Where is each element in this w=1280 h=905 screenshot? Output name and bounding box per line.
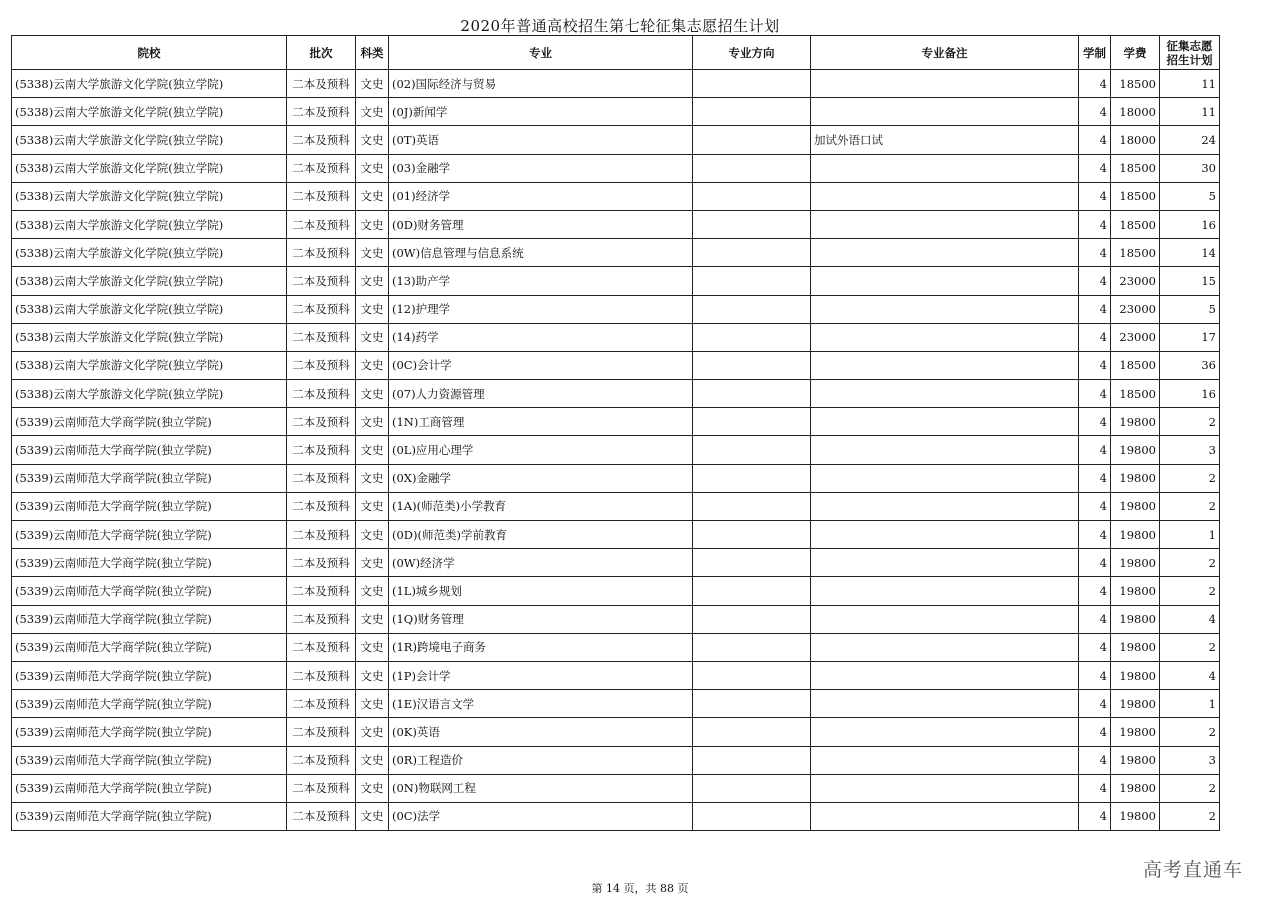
cell-school: (5338)云南大学旅游文化学院(独立学院) [12,70,287,98]
cell-category: 文史 [356,690,389,718]
cell-quota: 3 [1160,436,1220,464]
watermark: 高考直通车 [1143,859,1244,881]
cell-batch: 二本及预科 [287,436,356,464]
cell-major: (0K)英语 [389,718,693,746]
cell-note [811,661,1079,689]
cell-fee: 18500 [1111,154,1160,182]
cell-note [811,323,1079,351]
cell-fee: 23000 [1111,295,1160,323]
cell-category: 文史 [356,210,389,238]
header-category: 科类 [356,36,389,70]
header-direction: 专业方向 [693,36,811,70]
cell-direction [693,802,811,830]
cell-years: 4 [1079,98,1111,126]
cell-batch: 二本及预科 [287,605,356,633]
cell-quota: 5 [1160,182,1220,210]
cell-school: (5339)云南师范大学商学院(独立学院) [12,746,287,774]
table-row [12,746,1220,774]
cell-category: 文史 [356,408,389,436]
cell-years: 4 [1079,70,1111,98]
cell-school: (5338)云南大学旅游文化学院(独立学院) [12,98,287,126]
cell-quota: 2 [1160,718,1220,746]
cell-quota: 14 [1160,239,1220,267]
cell-years: 4 [1079,182,1111,210]
cell-category: 文史 [356,718,389,746]
cell-major: (0T)英语 [389,126,693,154]
cell-batch: 二本及预科 [287,380,356,408]
cell-major: (0W)经济学 [389,549,693,577]
cell-years: 4 [1079,633,1111,661]
cell-school: (5338)云南大学旅游文化学院(独立学院) [12,380,287,408]
cell-direction [693,492,811,520]
table-body [12,70,1220,831]
table-row [12,126,1220,154]
cell-years: 4 [1079,802,1111,830]
cell-fee: 18500 [1111,210,1160,238]
cell-batch: 二本及预科 [287,182,356,210]
cell-category: 文史 [356,98,389,126]
cell-school: (5339)云南师范大学商学院(独立学院) [12,464,287,492]
cell-quota: 5 [1160,295,1220,323]
cell-category: 文史 [356,633,389,661]
cell-direction [693,521,811,549]
cell-fee: 18500 [1111,239,1160,267]
table-row [12,464,1220,492]
cell-years: 4 [1079,154,1111,182]
cell-quota: 2 [1160,464,1220,492]
cell-batch: 二本及预科 [287,521,356,549]
cell-batch: 二本及预科 [287,267,356,295]
cell-category: 文史 [356,267,389,295]
cell-years: 4 [1079,605,1111,633]
cell-major: (1N)工商管理 [389,408,693,436]
cell-batch: 二本及预科 [287,154,356,182]
cell-quota: 11 [1160,70,1220,98]
cell-school: (5339)云南师范大学商学院(独立学院) [12,718,287,746]
cell-school: (5339)云南师范大学商学院(独立学院) [12,774,287,802]
cell-major: (0J)新闻学 [389,98,693,126]
cell-direction [693,408,811,436]
cell-school: (5338)云南大学旅游文化学院(独立学院) [12,295,287,323]
table-row [12,577,1220,605]
cell-direction [693,577,811,605]
cell-note [811,802,1079,830]
table-row [12,70,1220,98]
cell-major: (1P)会计学 [389,661,693,689]
cell-fee: 19800 [1111,802,1160,830]
cell-school: (5339)云南师范大学商学院(独立学院) [12,661,287,689]
cell-major: (0C)会计学 [389,351,693,379]
cell-quota: 2 [1160,802,1220,830]
cell-school: (5339)云南师范大学商学院(独立学院) [12,690,287,718]
cell-school: (5338)云南大学旅游文化学院(独立学院) [12,182,287,210]
page-footer: 第 14 页，共 88 页 [591,882,689,895]
cell-note [811,239,1079,267]
cell-years: 4 [1079,577,1111,605]
cell-years: 4 [1079,210,1111,238]
cell-major: (0D)财务管理 [389,210,693,238]
cell-quota: 1 [1160,521,1220,549]
cell-batch: 二本及预科 [287,239,356,267]
cell-school: (5339)云南师范大学商学院(独立学院) [12,408,287,436]
header-batch: 批次 [287,36,356,70]
cell-direction [693,436,811,464]
cell-direction [693,210,811,238]
table-row [12,351,1220,379]
cell-batch: 二本及预科 [287,690,356,718]
cell-quota: 24 [1160,126,1220,154]
cell-category: 文史 [356,549,389,577]
cell-category: 文史 [356,70,389,98]
cell-years: 4 [1079,436,1111,464]
cell-quota: 4 [1160,661,1220,689]
cell-batch: 二本及预科 [287,295,356,323]
cell-fee: 18000 [1111,126,1160,154]
cell-years: 4 [1079,380,1111,408]
table-row [12,774,1220,802]
cell-note [811,464,1079,492]
cell-category: 文史 [356,492,389,520]
cell-note [811,521,1079,549]
cell-category: 文史 [356,436,389,464]
table-row [12,633,1220,661]
cell-category: 文史 [356,605,389,633]
cell-direction [693,380,811,408]
cell-major: (1A)(师范类)小学教育 [389,492,693,520]
cell-note [811,718,1079,746]
cell-major: (0D)(师范类)学前教育 [389,521,693,549]
table-row [12,605,1220,633]
cell-school: (5338)云南大学旅游文化学院(独立学院) [12,239,287,267]
cell-direction [693,605,811,633]
cell-batch: 二本及预科 [287,661,356,689]
cell-batch: 二本及预科 [287,802,356,830]
cell-direction [693,70,811,98]
cell-years: 4 [1079,661,1111,689]
cell-fee: 18500 [1111,70,1160,98]
table-row [12,380,1220,408]
cell-quota: 1 [1160,690,1220,718]
header-fee: 学费 [1111,36,1160,70]
cell-batch: 二本及预科 [287,126,356,154]
cell-fee: 18000 [1111,98,1160,126]
cell-years: 4 [1079,690,1111,718]
cell-direction [693,351,811,379]
table-row [12,239,1220,267]
cell-school: (5338)云南大学旅游文化学院(独立学院) [12,323,287,351]
cell-quota: 2 [1160,492,1220,520]
cell-note [811,746,1079,774]
cell-fee: 19800 [1111,633,1160,661]
table-row [12,210,1220,238]
cell-school: (5339)云南师范大学商学院(独立学院) [12,802,287,830]
cell-major: (1R)跨境电子商务 [389,633,693,661]
enrollment-plan-table [11,35,1220,831]
cell-fee: 19800 [1111,549,1160,577]
cell-years: 4 [1079,549,1111,577]
cell-school: (5339)云南师范大学商学院(独立学院) [12,549,287,577]
cell-direction [693,267,811,295]
cell-batch: 二本及预科 [287,718,356,746]
cell-note [811,690,1079,718]
cell-note [811,70,1079,98]
header-school: 院校 [12,36,287,70]
header-note: 专业备注 [811,36,1079,70]
cell-fee: 19800 [1111,605,1160,633]
cell-batch: 二本及预科 [287,98,356,126]
cell-note [811,408,1079,436]
cell-note: 加试外语口试 [811,126,1079,154]
cell-fee: 19800 [1111,690,1160,718]
cell-category: 文史 [356,464,389,492]
cell-school: (5338)云南大学旅游文化学院(独立学院) [12,210,287,238]
cell-quota: 2 [1160,633,1220,661]
cell-quota: 2 [1160,577,1220,605]
cell-note [811,154,1079,182]
cell-major: (1E)汉语言文学 [389,690,693,718]
cell-batch: 二本及预科 [287,549,356,577]
cell-note [811,605,1079,633]
cell-school: (5338)云南大学旅游文化学院(独立学院) [12,267,287,295]
cell-major: (0N)物联网工程 [389,774,693,802]
cell-years: 4 [1079,746,1111,774]
cell-batch: 二本及预科 [287,408,356,436]
cell-note [811,436,1079,464]
cell-category: 文史 [356,323,389,351]
cell-quota: 30 [1160,154,1220,182]
table-header-row [12,36,1220,70]
cell-note [811,774,1079,802]
cell-years: 4 [1079,408,1111,436]
cell-major: (0L)应用心理学 [389,436,693,464]
cell-batch: 二本及预科 [287,70,356,98]
cell-batch: 二本及预科 [287,492,356,520]
table-row [12,323,1220,351]
table-row [12,182,1220,210]
cell-years: 4 [1079,464,1111,492]
cell-note [811,351,1079,379]
cell-fee: 18500 [1111,182,1160,210]
table-row [12,154,1220,182]
cell-category: 文史 [356,661,389,689]
table-row [12,802,1220,830]
table-row [12,267,1220,295]
table-row [12,549,1220,577]
cell-direction [693,239,811,267]
cell-major: (07)人力资源管理 [389,380,693,408]
cell-years: 4 [1079,351,1111,379]
cell-note [811,380,1079,408]
cell-fee: 19800 [1111,746,1160,774]
cell-school: (5339)云南师范大学商学院(独立学院) [12,521,287,549]
cell-major: (0C)法学 [389,802,693,830]
cell-batch: 二本及预科 [287,746,356,774]
cell-school: (5338)云南大学旅游文化学院(独立学院) [12,351,287,379]
cell-school: (5339)云南师范大学商学院(独立学院) [12,577,287,605]
cell-years: 4 [1079,492,1111,520]
cell-category: 文史 [356,802,389,830]
cell-category: 文史 [356,521,389,549]
cell-category: 文史 [356,380,389,408]
cell-note [811,492,1079,520]
cell-direction [693,690,811,718]
cell-fee: 19800 [1111,492,1160,520]
cell-category: 文史 [356,774,389,802]
cell-major: (0W)信息管理与信息系统 [389,239,693,267]
cell-fee: 19800 [1111,774,1160,802]
table-row [12,492,1220,520]
cell-years: 4 [1079,521,1111,549]
cell-direction [693,295,811,323]
cell-direction [693,126,811,154]
cell-fee: 19800 [1111,718,1160,746]
cell-category: 文史 [356,154,389,182]
cell-fee: 23000 [1111,323,1160,351]
cell-direction [693,182,811,210]
cell-quota: 17 [1160,323,1220,351]
cell-quota: 11 [1160,98,1220,126]
cell-note [811,295,1079,323]
cell-batch: 二本及预科 [287,323,356,351]
cell-direction [693,549,811,577]
cell-school: (5339)云南师范大学商学院(独立学院) [12,436,287,464]
cell-school: (5339)云南师范大学商学院(独立学院) [12,633,287,661]
cell-major: (0R)工程造价 [389,746,693,774]
cell-school: (5339)云南师范大学商学院(独立学院) [12,605,287,633]
cell-major: (1L)城乡规划 [389,577,693,605]
cell-direction [693,718,811,746]
cell-direction [693,98,811,126]
header-major: 专业 [389,36,693,70]
cell-direction [693,464,811,492]
cell-batch: 二本及预科 [287,210,356,238]
cell-fee: 19800 [1111,408,1160,436]
cell-batch: 二本及预科 [287,633,356,661]
cell-quota: 16 [1160,380,1220,408]
cell-major: (03)金融学 [389,154,693,182]
cell-note [811,577,1079,605]
cell-major: (02)国际经济与贸易 [389,70,693,98]
cell-fee: 18500 [1111,351,1160,379]
cell-years: 4 [1079,239,1111,267]
table-row [12,521,1220,549]
page-title: 2020年普通高校招生第七轮征集志愿招生计划 [460,17,780,35]
cell-fee: 19800 [1111,661,1160,689]
cell-quota: 3 [1160,746,1220,774]
cell-note [811,633,1079,661]
cell-fee: 19800 [1111,464,1160,492]
cell-fee: 18500 [1111,380,1160,408]
cell-category: 文史 [356,746,389,774]
table-row [12,436,1220,464]
cell-major: (01)经济学 [389,182,693,210]
cell-direction [693,774,811,802]
cell-note [811,549,1079,577]
cell-direction [693,746,811,774]
cell-category: 文史 [356,126,389,154]
cell-school: (5338)云南大学旅游文化学院(独立学院) [12,126,287,154]
cell-fee: 19800 [1111,577,1160,605]
cell-quota: 15 [1160,267,1220,295]
table-row [12,408,1220,436]
cell-years: 4 [1079,295,1111,323]
cell-major: (1Q)财务管理 [389,605,693,633]
cell-quota: 16 [1160,210,1220,238]
cell-note [811,210,1079,238]
cell-fee: 23000 [1111,267,1160,295]
cell-years: 4 [1079,774,1111,802]
table-row [12,690,1220,718]
cell-school: (5339)云南师范大学商学院(独立学院) [12,492,287,520]
cell-category: 文史 [356,239,389,267]
header-quota: 征集志愿招生计划 [1160,36,1220,70]
cell-note [811,182,1079,210]
cell-batch: 二本及预科 [287,774,356,802]
cell-direction [693,661,811,689]
cell-quota: 2 [1160,408,1220,436]
cell-category: 文史 [356,577,389,605]
cell-category: 文史 [356,182,389,210]
table-row [12,661,1220,689]
cell-note [811,98,1079,126]
cell-note [811,267,1079,295]
cell-quota: 36 [1160,351,1220,379]
cell-direction [693,633,811,661]
cell-category: 文史 [356,295,389,323]
cell-quota: 2 [1160,549,1220,577]
cell-quota: 2 [1160,774,1220,802]
cell-fee: 19800 [1111,521,1160,549]
cell-batch: 二本及预科 [287,464,356,492]
cell-batch: 二本及预科 [287,577,356,605]
table-row [12,295,1220,323]
cell-years: 4 [1079,126,1111,154]
cell-years: 4 [1079,323,1111,351]
table-row [12,718,1220,746]
cell-direction [693,154,811,182]
cell-direction [693,323,811,351]
cell-major: (0X)金融学 [389,464,693,492]
cell-major: (12)护理学 [389,295,693,323]
header-years: 学制 [1079,36,1111,70]
table-row [12,98,1220,126]
cell-quota: 4 [1160,605,1220,633]
cell-batch: 二本及预科 [287,351,356,379]
cell-years: 4 [1079,718,1111,746]
cell-years: 4 [1079,267,1111,295]
cell-major: (14)药学 [389,323,693,351]
cell-category: 文史 [356,351,389,379]
cell-fee: 19800 [1111,436,1160,464]
cell-school: (5338)云南大学旅游文化学院(独立学院) [12,154,287,182]
cell-major: (13)助产学 [389,267,693,295]
